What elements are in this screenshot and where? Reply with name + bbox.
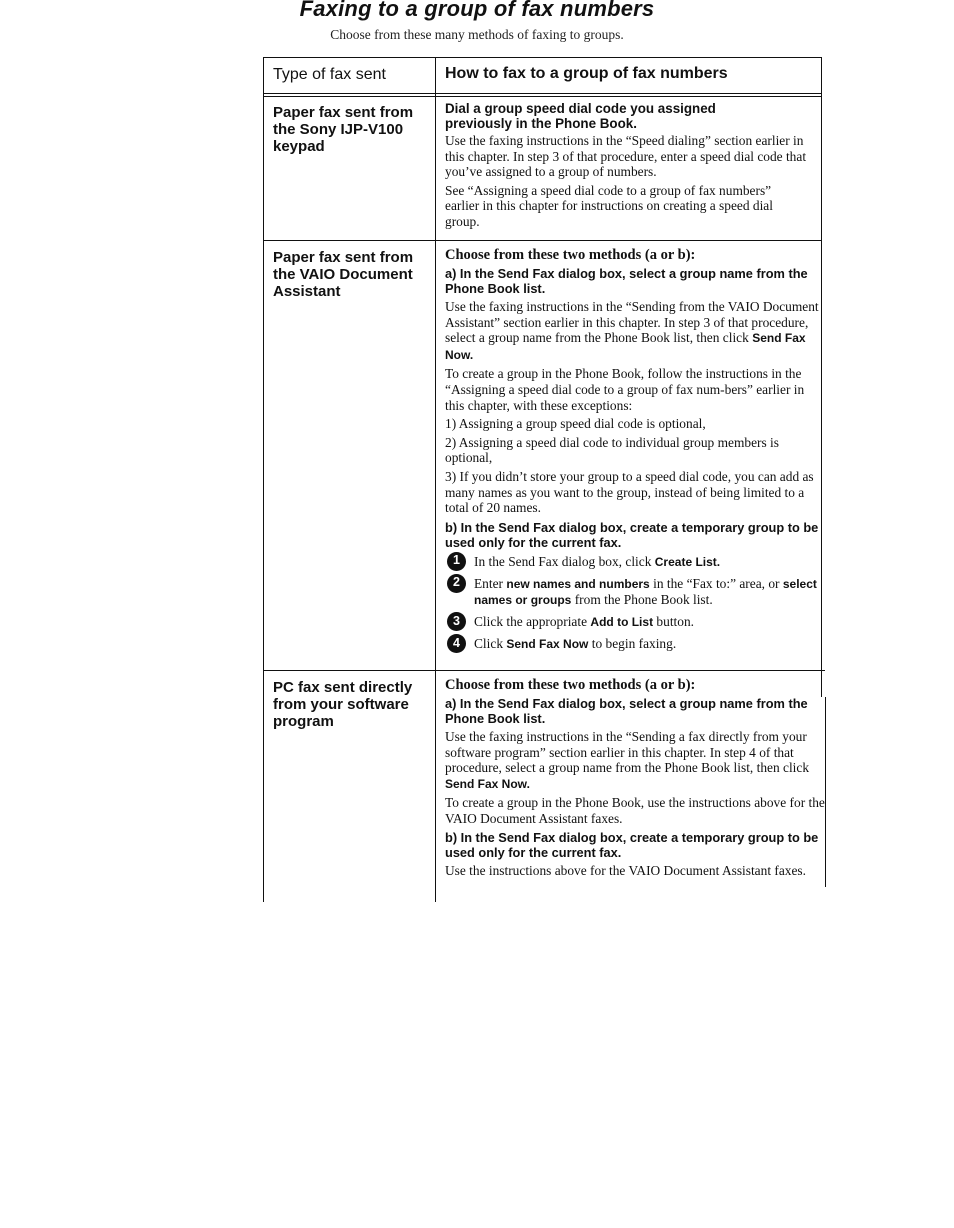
send-fax-now-label: Send Fax Now.	[445, 331, 806, 362]
page-title: Faxing to a group of fax numbers	[299, 0, 655, 21]
row1-lead: Dial a group speed dial code you assigned previously in the Phone Book.	[445, 101, 716, 131]
table-right-border-lower	[825, 697, 826, 887]
row-divider-1	[263, 240, 822, 241]
create-list-label: Create List.	[654, 554, 721, 569]
select-names-label: select names or groups	[474, 576, 817, 608]
page-subtitle: Choose from these many methods of faxing to groups.	[330, 27, 624, 42]
row2-method-a-instructions	[445, 299, 821, 363]
new-names-label: new names and numbers	[506, 576, 650, 591]
header-rule	[263, 93, 822, 94]
fax-methods-table	[263, 57, 825, 902]
row-type-vaio-assistant: Paper fax sent from the VAIO Document Assistant	[273, 249, 414, 300]
row1-instructions: Use the faxing instructions in the “Speed dialing” section earlier in this chapter. In step 3 of that procedure, enter a speed dial code that you’ve assigned to a group of numbers.	[445, 133, 807, 180]
step-4-post: to begin faxing.	[591, 635, 677, 651]
step-1-badge: 1	[447, 552, 466, 571]
step-3-post: button.	[656, 613, 694, 629]
step-2-post: from the Phone Book list.	[574, 592, 713, 608]
step-1-pre: In the Send Fax dialog box, click	[474, 553, 652, 569]
header-how-to-fax: How to fax to a group of fax numbers	[445, 65, 728, 82]
step-3-text	[474, 614, 694, 631]
step-1	[445, 554, 821, 571]
table-top-rule	[263, 57, 822, 58]
step-3	[445, 614, 821, 631]
row3-a-text: Use the faxing instructions in the “Sending a fax directly from your software program” section earlier in this chapter. In step 4 of that procedure, select a group name from the Phone Book list, then click	[445, 729, 810, 776]
step-2-mid: in the “Fax to:” area, or	[653, 575, 780, 591]
send-fax-now-step-label: Send Fax Now	[506, 636, 589, 651]
row2-lead: Choose from these two methods (a or b):	[445, 247, 696, 263]
add-to-list-label: Add to List	[590, 614, 654, 629]
row1-see-also: See “Assigning a speed dial code to a group of fax numbers” earlier in this chapter for instructions on creating a speed dial group.	[445, 182, 773, 229]
step-2-text	[474, 576, 821, 609]
step-4-text	[474, 636, 676, 653]
step-4-pre: Click	[474, 635, 504, 651]
row-divider-2	[263, 670, 825, 671]
row3-create-group: To create a group in the Phone Book, use the instructions above for the VAIO Document Assistant faxes.	[445, 795, 825, 826]
row2-exception-3: 3) If you didn’t store your group to a speed dial code, you can add as many names as you want to the group, instead of being limited to a total of 20 names.	[445, 468, 814, 516]
row3-lead: Choose from these two methods (a or b):	[445, 677, 696, 693]
header-rule-2	[263, 96, 822, 97]
step-4-badge: 4	[447, 634, 466, 653]
row2-exception-2: 2) Assigning a speed dial code to individual group members is optional,	[445, 434, 779, 466]
row2-method-a: a) In the Send Fax dialog box, select a group name from the Phone Book list.	[445, 266, 808, 296]
table-left-border	[263, 57, 264, 902]
row3-method-a: a) In the Send Fax dialog box, select a group name from the Phone Book list.	[445, 696, 808, 726]
header-type-of-fax: Type of fax sent	[273, 66, 386, 83]
row3-method-b: b) In the Send Fax dialog box, create a temporary group to be used only for the current fax.	[445, 829, 819, 860]
table-column-divider	[435, 57, 436, 902]
step-3-pre: Click the appropriate	[474, 613, 588, 629]
row-type-sony-keypad: Paper fax sent from the Sony IJP-V100 keypad	[273, 104, 414, 155]
row3-method-a-instructions	[445, 729, 825, 792]
step-2-badge: 2	[447, 574, 466, 593]
step-2	[445, 576, 821, 609]
row-how-sony-keypad	[445, 101, 821, 233]
step-3-badge: 3	[447, 612, 466, 631]
row2-create-group: To create a group in the Phone Book, follow the instructions in the “Assigning a speed dial code to a group of fax num-bers” earlier in this chapter, with these exceptions:	[445, 366, 805, 413]
row2-a-text: Use the faxing instructions in the “Sending from the VAIO Document Assistant” section earlier in this chapter. In step 3 of that procedure, select a group name from the Phone Book list, then click	[445, 299, 819, 346]
row2-exception-1: 1) Assigning a group speed dial code is optional,	[445, 416, 706, 432]
table-right-border	[821, 57, 822, 697]
row3-send-fax-now-label: Send Fax Now.	[445, 776, 530, 791]
row-how-pc-fax	[445, 677, 825, 895]
step-2-pre: Enter	[474, 575, 503, 591]
step-1-text	[474, 554, 720, 571]
step-4	[445, 636, 821, 653]
row-type-pc-fax: PC fax sent directly from your software program	[273, 679, 413, 730]
row2-method-b: b) In the Send Fax dialog box, create a temporary group to be used only for the current fax.	[445, 519, 819, 550]
row-how-vaio-assistant	[445, 247, 821, 658]
row3-method-b-instructions: Use the instructions above for the VAIO Document Assistant faxes.	[445, 862, 806, 878]
